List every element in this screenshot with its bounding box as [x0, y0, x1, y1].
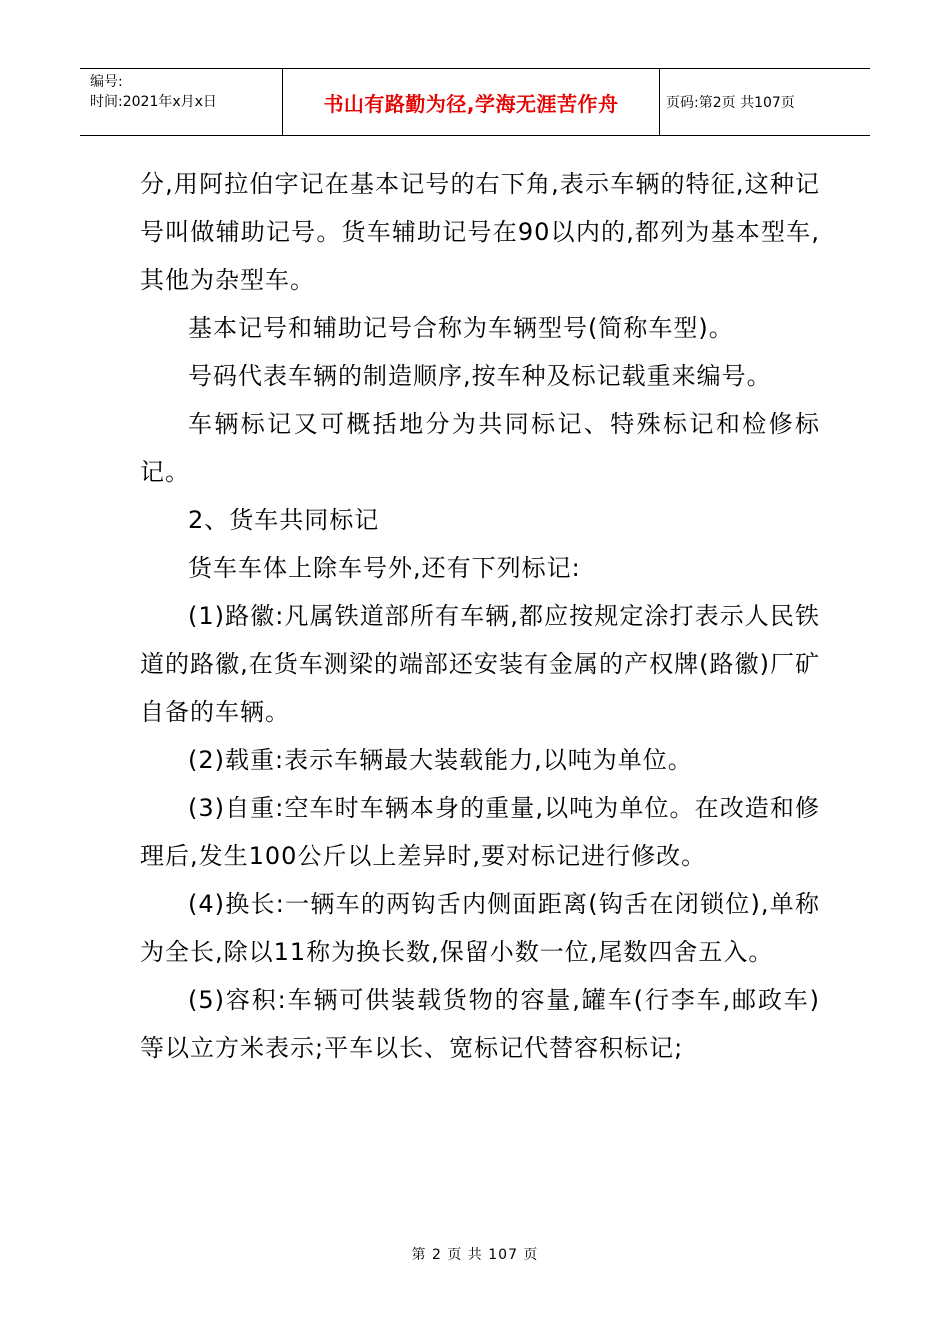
paragraph: 分,用阿拉伯字记在基本记号的右下角,表示车辆的特征,这种记号叫做辅助记号。货车辅助记号在90以内的,都列为基本型车,其他为杂型车。: [140, 170, 820, 294]
paragraph: (1)路徽:凡属铁道部所有车辆,都应按规定涂打表示人民铁道的路徽,在货车测梁的端部还安装有金属的产权牌(路徽)厂矿自备的车辆。: [140, 602, 820, 726]
paragraph: 车辆标记又可概括地分为共同标记、特殊标记和检修标记。: [140, 410, 820, 486]
paragraph: (3)自重:空车时车辆本身的重量,以吨为单位。在改造和修理后,发生100公斤以上差异时,要对标记进行修改。: [140, 794, 820, 870]
paragraph: 基本记号和辅助记号合称为车辆型号(简称车型)。: [188, 314, 734, 342]
page-header: [80, 68, 870, 136]
header-page-info: 页码:第2页 共107页: [666, 95, 795, 111]
paragraph: (2)载重:表示车辆最大装载能力,以吨为单位。: [188, 746, 693, 774]
document-time-label: 时间:2021年x月x日: [90, 94, 217, 110]
header-motto: 书山有路勤为径,学海无涯苦作舟: [283, 69, 660, 135]
page-footer: 第 2 页 共 107 页: [411, 1247, 539, 1263]
section-heading: 2、货车共同标记: [188, 506, 380, 534]
document-number-label: 编号:: [90, 74, 123, 90]
header-meta: [80, 69, 283, 135]
paragraph: 号码代表车辆的制造顺序,按车种及标记载重来编号。: [188, 362, 772, 390]
paragraph: 货车车体上除车号外,还有下列标记:: [188, 554, 581, 582]
paragraph: (4)换长:一辆车的两钩舌内侧面距离(钩舌在闭锁位),单称为全长,除以11称为换长数,保留小数一位,尾数四舍五入。: [140, 890, 820, 966]
paragraph: (5)容积:车辆可供装载货物的容量,罐车(行李车,邮政车)等以立方米表示;平车以长、宽标记代替容积标记;: [140, 986, 820, 1062]
document-body: [140, 160, 820, 1072]
